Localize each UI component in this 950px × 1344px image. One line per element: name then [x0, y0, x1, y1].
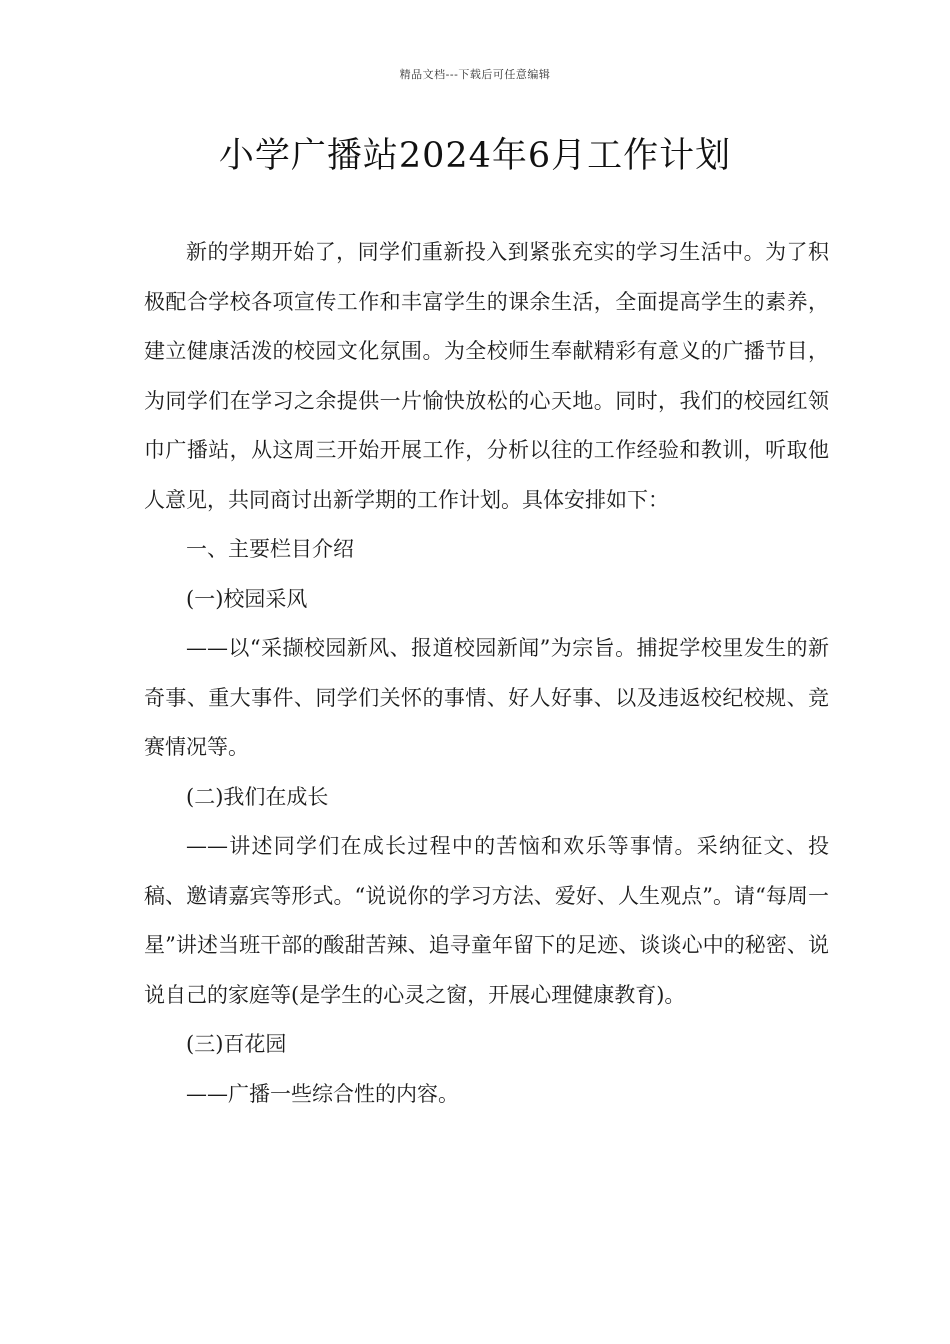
campus-news-paragraph: ——以“采撷校园新风、报道校园新闻”为宗旨。捕捉学校里发生的新奇事、重大事件、同学们关怀的事情、好人好事、以及违返校纪校规、竞赛情况等。	[144, 636, 829, 759]
growing-up-paragraph: ——讲述同学们在成长过程中的苦恼和欢乐等事情。采纳征文、投稿、邀请嘉宾等形式。“说说你的学习方法、爱好、人生观点”。请“每周一星”讲述当班干部的酸甜苦辣、追寻童年留下的足迹、谈谈心中的秘密、说说自己的家庭等(是学生的心灵之窗，开展心理健康教育)。	[144, 834, 829, 1007]
document-title: 小学广播站2024年6月工作计划	[218, 136, 732, 176]
page-header-note: 精品文档---下载后可任意编辑	[399, 68, 551, 81]
subsection-heading-garden: (三)百花园	[186, 1032, 287, 1056]
section-heading-main-columns: 一、主要栏目介绍	[186, 537, 354, 561]
subsection-heading-campus-news: (一)校园采风	[186, 586, 308, 611]
garden-paragraph: ——广播一些综合性的内容。	[186, 1081, 459, 1106]
intro-paragraph: 新的学期开始了，同学们重新投入到紧张充实的学习生活中。为了积极配合学校各项宣传工作和丰富学生的课余生活，全面提高学生的素养，建立健康活泼的校园文化氛围。为全校师生奉献精彩有意义的广播节目，为同学们在学习之余提供一片愉快放松的心天地。同时，我们的校园红领巾广播站，从这周三开始开展工作，分析以往的工作经验和教训，听取他人意见，共同商讨出新学期的工作计划。具体安排如下：	[144, 240, 829, 512]
document-body	[144, 228, 829, 1119]
subsection-heading-growing-up: (二)我们在成长	[186, 784, 329, 809]
